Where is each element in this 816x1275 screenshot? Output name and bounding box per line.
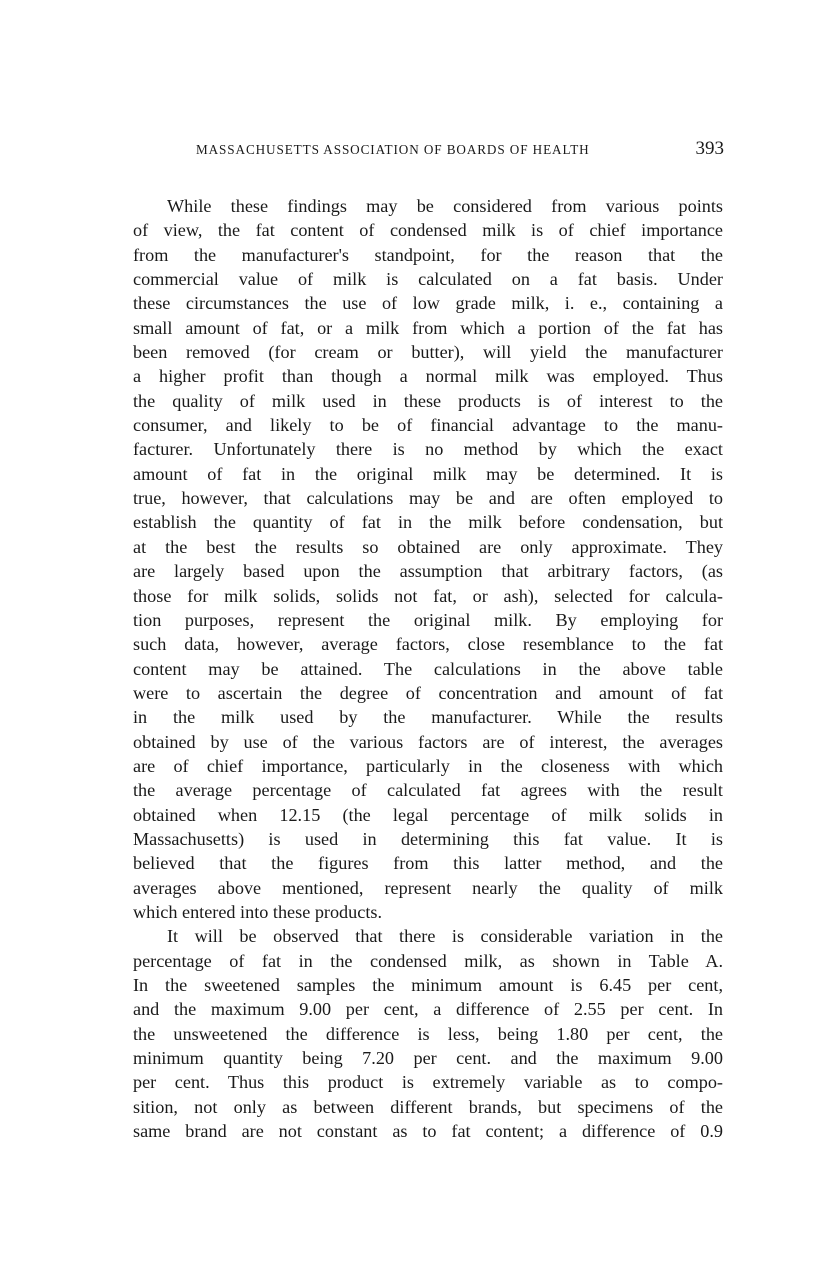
text-line: small amount of fat, or a milk from which a portion of the fat has (133, 317, 723, 338)
text-line: percentage of fat in the condensed milk, as shown in Table A. (133, 950, 723, 971)
text-line: obtained when 12.15 (the legal percentage of milk solids in (133, 804, 723, 825)
text-line: true, however, that calculations may be and are often employed to (133, 488, 723, 509)
text-line: tion purposes, represent the original milk. By employing for (133, 609, 723, 630)
text-line: same brand are not constant as to fat content; a difference of 0.9 (133, 1121, 723, 1142)
text-line: those for milk solids, solids not fat, or ash), selected for calcula- (133, 585, 723, 606)
running-title: MASSACHUSETTS ASSOCIATION OF BOARDS OF HEALTH (196, 142, 590, 157)
text-line: a higher profit than though a normal milk was employed. Thus (133, 366, 723, 387)
text-line: the average percentage of calculated fat agrees with the result (133, 780, 723, 801)
text-line: amount of fat in the original milk may be determined. It is (133, 463, 723, 484)
text-line: facturer. Unfortunately there is no method by which the exact (133, 439, 723, 460)
text-line: minimum quantity being 7.20 per cent. and the maximum 9.00 (133, 1048, 723, 1069)
text-line: It will be observed that there is considerable variation in the (167, 926, 723, 947)
text-line: content may be attained. The calculations in the above table (133, 658, 723, 679)
text-line: at the best the results so obtained are only approximate. They (133, 536, 723, 557)
text-line: were to ascertain the degree of concentration and amount of fat (133, 682, 723, 703)
text-line: obtained by use of the various factors are of interest, the averages (133, 731, 723, 752)
text-line: of view, the fat content of condensed milk is of chief importance (133, 220, 723, 241)
text-line: from the manufacturer's standpoint, for the reason that the (133, 244, 723, 265)
text-line: these circumstances the use of low grade milk, i. e., containing a (133, 293, 723, 314)
paragraph-1 (133, 194, 723, 924)
text-line: believed that the figures from this latter method, and the (133, 853, 723, 874)
text-line: are of chief importance, particularly in the closeness with which (133, 755, 723, 776)
text-line: been removed (for cream or butter), will yield the manufacturer (133, 342, 723, 363)
running-head (196, 138, 724, 164)
text-line: which entered into these products. (133, 901, 382, 922)
text-line: such data, however, average factors, close resemblance to the fat (133, 634, 723, 655)
text-line: are largely based upon the assumption that arbitrary factors, (as (133, 561, 723, 582)
text-line: sition, not only as between different brands, but specimens of the (133, 1096, 723, 1117)
text-line: the quality of milk used in these products is of interest to the (133, 390, 723, 411)
text-line: consumer, and likely to be of financial advantage to the manu- (133, 415, 723, 436)
body-text (133, 194, 723, 1143)
text-line: In the sweetened samples the minimum amount is 6.45 per cent, (133, 975, 723, 995)
text-line: Massachusetts) is used in determining this fat value. It is (133, 828, 723, 849)
text-line: While these findings may be considered from various points (167, 196, 723, 216)
text-line: establish the quantity of fat in the milk before condensation, but (133, 512, 723, 533)
text-line: per cent. Thus this product is extremely variable as to compo- (133, 1072, 723, 1093)
text-line: commercial value of milk is calculated on a fat basis. Under (133, 269, 723, 290)
text-line: the unsweetened the difference is less, being 1.80 per cent, the (133, 1023, 723, 1044)
paragraph-2 (133, 924, 723, 1143)
text-line: averages above mentioned, represent nearly the quality of milk (133, 877, 723, 898)
text-line: and the maximum 9.00 per cent, a difference of 2.55 per cent. In (133, 999, 723, 1020)
page-number: 393 (695, 138, 724, 159)
text-line: in the milk used by the manufacturer. While the results (133, 707, 723, 728)
